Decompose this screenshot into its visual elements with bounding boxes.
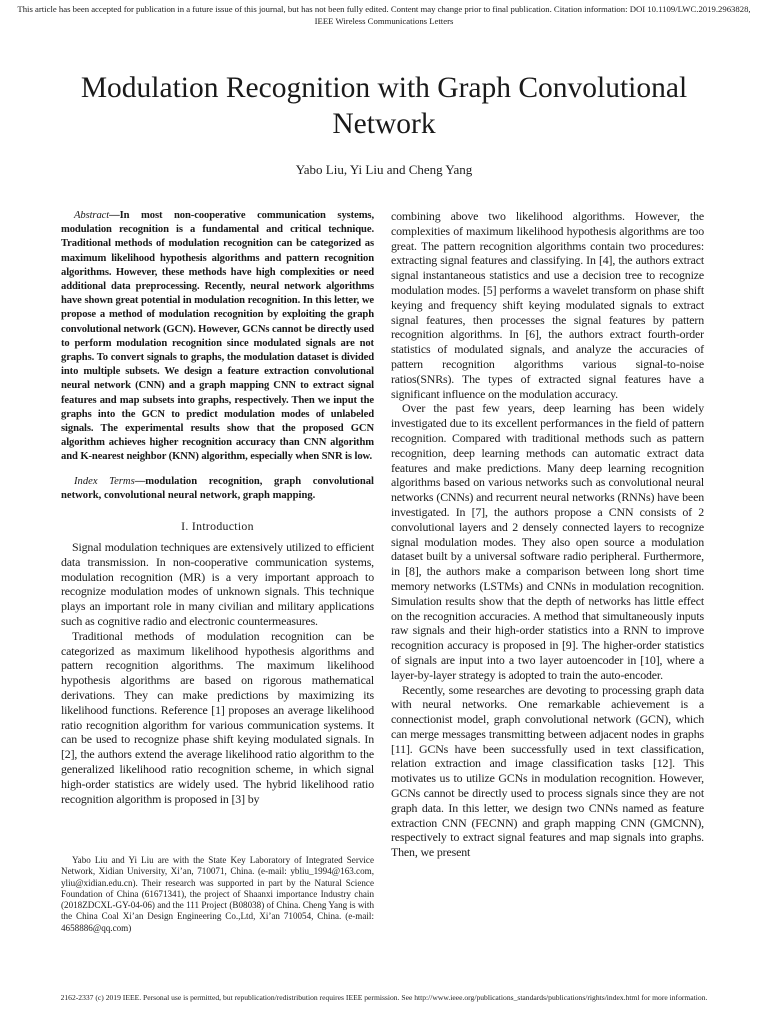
copyright-footer: 2162-2337 (c) 2019 IEEE. Personal use is permitted, but republication/redistribution requires IEEE permission. See http://www.ieee.org/publications_standards/publications/rights/index.html for more information. xyxy=(60,993,708,1002)
body-paragraph: Signal modulation techniques are extensively utilized to efficient data transmission. In non-cooperative communication systems, modulation recognition (MR) is a very important approach to recognize modulation modes of unknown signals. This technique plays an important role in many civilian and military applications such as cognitive radio and electronic countermeasures. xyxy=(61,540,374,629)
author-footnote: Yabo Liu and Yi Liu are with the State Key Laboratory of Integrated Service Network, Xidian University, Xi’an, 710071, China. (e-mail: ybliu_1994@163.com, yliu@xidian.edu.cn). Their research was supported in part by the Natural Science Foundation of China (61671341), the project of Shaanxi importance Industry chain (2018ZDCXL-GY-04-06) and the 111 Project (B08038) of China. Cheng Yang is with the China Coal Xi’an Design Engineering Co.,Ltd, Xi’an 710054, China. (e-mail: 4658886@qq.com) xyxy=(61,855,374,933)
journal-header-note: This article has been accepted for publication in a future issue of this journal, but has not been fully edited. Content may change prior to final publication. Citation information: DOI 10.1109/LWC.2019.2963828, IEEE Wireless Communications Letters xyxy=(17,4,751,26)
index-terms-text: —modulation recognition, graph convolutional network, convolutional neural network, graph mapping. xyxy=(61,475,374,501)
body-paragraph: Over the past few years, deep learning has been widely investigated due to its excellent performances in the field of pattern recognition. Compared with traditional methods such as pattern recognition, deep learning methods can automatic extract data features and make predictions. Many deep learning recognition algorithms based on various networks such as convolutional neural networks (CNNs) and recurrent neural networks (RNNs) have been investigated. In [7], the authors propose a CNN consists of 2 convolutional layers and 2 densely connected layers to recognize signal modulation modes. They also open source a modulation dataset built by a universal software radio peripheral. Furthermore, in [8], the authors make a comparison between long short time memory networks (LSTMs) and CNNs in modulation recognition. Simulation results show that the depth of networks has little effect on the recognition accuracies. A method that simultaneously inputs raw signals and their high-order statistics into a RNN to improve recognition accuracy is proposed in [9]. The higher-order statistics of signals are input into a two layer autoencoder in [10], where a layer-by-layer strategy is adopted to train the auto-encoder. xyxy=(391,401,704,682)
author-list: Yabo Liu, Yi Liu and Cheng Yang xyxy=(295,162,473,177)
abstract-label: Abstract xyxy=(74,210,110,221)
index-terms-label: Index Terms xyxy=(74,475,135,487)
paper-title: Modulation Recognition with Graph Convolutional Network xyxy=(80,72,688,140)
left-column xyxy=(61,209,374,806)
body-paragraph: combining above two likelihood algorithms. However, the complexities of maximum likelihood hypothesis algorithms are too great. The pattern recognition algorithms contain two procedures: extracting signal features and classifying. In [4], the authors extract signal instantaneous statistics and use a decision tree to recognize modulation modes. [5] performs a wavelet transform on phase shift keying and frequency shift keying modulated signals to extract signal features, then processes the signal features by pattern recognition algorithms. In [6], the authors extract fourth-order statistics of modulated signals, and analyze the accuracies of pattern recognition algorithms various signal-to-noise ratios(SNRs). The types of extracted signal features have a significant influence on the modulation accuracy. xyxy=(391,209,704,401)
right-column xyxy=(391,209,704,860)
body-paragraph: Traditional methods of modulation recognition can be categorized as maximum likelihood hypothesis algorithms and pattern recognition algorithms. The maximum likelihood hypothesis algorithms are based on rigorous mathematical derivations. They can make predictions by maximizing its likelihood functions. Reference [1] proposes an average likelihood ratio recognition algorithm for various communication systems. It can be used to recognize phase shift keying modulated signals. In [2], the authors extend the average likelihood ratio algorithm to the generalized likelihood ratio recognition scheme, in which signal high-order statistics are widely used. The hybrid likelihood ratio recognition algorithm is proposed in [3] by xyxy=(61,628,374,806)
abstract-text: —In most non-cooperative communication systems, modulation recognition is a fundamental and critical technique. Traditional methods of modulation recognition can be categorized as maximum likelihood hypothesis algorithms and pattern recognition algorithms. However, these methods have high complexities or need additional data preprocessing. Recently, neural network algorithms have shown great potential in modulation recognition. In this letter, we propose a method of modulation recognition by exploiting the graph convolutional network (GCN). However, GCNs cannot be directly used to perform modulation recognition since modulated signals are not graphs. To convert signals to graphs, the modulation dataset is divided into multiple subsets. We design a feature extraction convolutional neural network (CNN) and a graph mapping CNN to extract signal features and map subsets into graphs, respectively. Then we input the graphs into the GCN to predict modulation modes of unlabeled signals. The experimental results show that the proposed GCN algorithm achieves higher recognition accuracy than CNN algorithm and K-nearest neighbor (KNN) algorithm, especially when SNR is low. xyxy=(61,210,374,463)
abstract xyxy=(61,209,374,465)
section-heading-introduction: I. Introduction xyxy=(181,519,254,534)
index-terms xyxy=(61,475,374,503)
body-paragraph: Recently, some researches are devoting to processing graph data with neural networks. One remarkable achievement is a connectionist model, graph convolutional network (GCN), which can merge messages transmitting between adjacent nodes in graphs [11]. GCNs have been successfully used in text classification, relation extraction and image classification tasks [12]. This motivates us to utilize GCNs in modulation recognition. However, GCNs cannot be directly used to process signals since they are not graph data. In this letter, we design two CNNs named as feature extraction CNN (FECNN) and graph mapping CNN (GMCNN), respectively to extract signal features and map signals into graphs. Then, we present xyxy=(391,682,704,860)
